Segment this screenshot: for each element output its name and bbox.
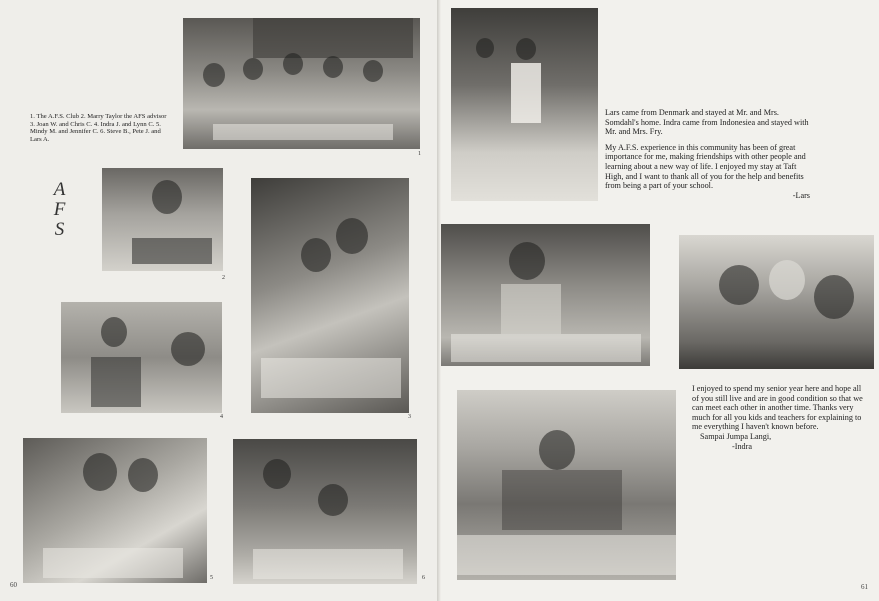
lars-signature: -Lars: [792, 190, 810, 200]
photo-indra-table: [441, 224, 650, 366]
photo-number-4: 4: [220, 414, 223, 420]
photo-number-1: 1: [418, 151, 421, 157]
section-title-letter: A: [53, 179, 67, 200]
lars-letter: [605, 108, 810, 200]
photo-number-2: 2: [222, 275, 225, 281]
photo-indra-lynn: [61, 302, 222, 413]
photo-afs-club: [183, 18, 420, 149]
photo-gym-basketball: [451, 8, 598, 201]
photo-joan-chris: [251, 178, 409, 413]
indra-closing: Sampai Jumpa Langi,: [700, 431, 772, 441]
right-page: [441, 0, 879, 601]
section-title-letter: F: [53, 199, 67, 220]
photo-friends-hug: [679, 235, 874, 369]
photo-student-desk: [457, 390, 676, 580]
section-title-afs: [50, 180, 70, 240]
photo-caption: 1. The A.F.S. Club 2. Marry Taylor the AFS advisor 3. Joan W. and Chris C. 4. Indra J. and Lynn C. 5. Mindy M. and Jennifer C. 6. Steve B., Pete J. and Lars A.: [30, 113, 167, 143]
lars-paragraph-2: My A.F.S. experience in this community has been of great importance for me, making friendships with other people and learning about a new way of life. I enjoyed my stay at Taft High, and I want to thank all of you for the help and benefits from being a part of your school.: [605, 142, 806, 191]
photo-number-3: 3: [408, 414, 411, 420]
page-number-left: 60: [10, 581, 17, 589]
photo-number-5: 5: [210, 575, 213, 581]
left-page: [0, 0, 437, 601]
section-title-letter: S: [54, 219, 66, 240]
photo-mindy-jennifer: [23, 438, 207, 583]
photo-number-6: 6: [422, 575, 425, 581]
lars-paragraph-1: Lars came from Denmark and stayed at Mr. and Mrs. Somdahl's home. Indra came from Indonesiea and stayed with Mr. and Mrs. Fry.: [605, 108, 809, 137]
photo-steve-pete-lars: [233, 439, 417, 584]
page-number-right: 61: [861, 583, 868, 591]
indra-paragraph: I enjoyed to spend my senior year here and hope all of you still live and are in good condition so that we can meet each other in another time. Thanks very much for all you kids and teachers for explaining to me everything I haven't known before.: [692, 384, 863, 432]
indra-signature: -Indra: [732, 441, 753, 451]
photo-afs-advisor: [102, 168, 223, 271]
indra-letter: [692, 384, 868, 451]
